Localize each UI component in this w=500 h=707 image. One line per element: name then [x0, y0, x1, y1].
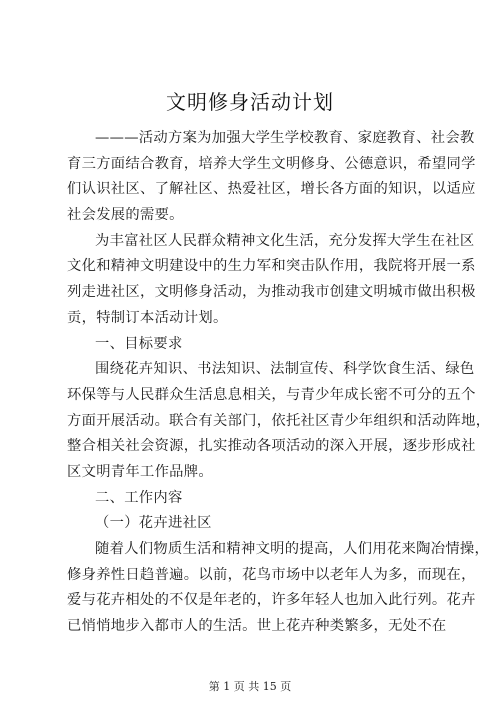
body-line-1: ———活动方案为加强大学生学校教育、家庭教育、社会教: [95, 130, 475, 146]
body-line-18: 修身养性日趋普遍。以前，花鸟市场中以老年人为多，而现在，: [67, 566, 476, 583]
section-heading-content: 二、工作内容: [95, 489, 183, 506]
document-title: 文明修身活动计划: [166, 90, 334, 114]
subsection-heading-flowers: （一）花卉进社区: [95, 515, 212, 532]
body-line-8: 贡，特制订本活动计划。: [67, 309, 228, 326]
body-line-4: 社会发展的需要。: [67, 207, 184, 224]
body-line-10: 围绕花卉知识、书法知识、法制宣传、科学饮食生活、绿色: [95, 361, 475, 378]
body-line-17: 随着人们物质生活和精神文明的提高，人们用花来陶冶情操，: [95, 541, 490, 557]
body-line-11: 环保等与人民群众生活息息相关，与青少年成长密不可分的五个: [67, 386, 476, 403]
body-line-20: 已悄悄地步入都市人的生活。世上花卉种类繁多，无处不在: [67, 618, 447, 635]
body-line-2: 育三方面结合教育，培养大学生文明修身、公德意识，希望同学: [67, 155, 476, 172]
body-line-3: 们认识社区、了解社区、热爱社区，增长各方面的知识，以适应: [67, 181, 476, 198]
page-footer: 第 1 页 共 15 页: [208, 680, 292, 693]
body-line-14: 区文明青年工作品牌。: [67, 463, 213, 480]
body-line-19: 爱与花卉相处的不仅是年老的，许多年轻人也加入此行列。花卉: [67, 592, 476, 609]
document-body: [67, 126, 491, 640]
body-line-6: 文化和精神文明建设中的生力军和突击队作用，我院将开展一系: [67, 258, 476, 275]
body-line-5: 为丰富社区人民群众精神文化生活，充分发挥大学生在社区: [95, 232, 475, 249]
section-heading-goals: 一、目标要求: [95, 335, 183, 352]
body-line-12: 方面开展活动。联合有关部门，依托社区青少年组织和活动阵地，: [67, 412, 491, 429]
body-line-13: 整合相关社会资源，扎实推动各项活动的深入开展，逐步形成社: [67, 438, 476, 455]
body-line-7: 列走进社区，文明修身活动，为推动我市创建文明城市做出积极: [67, 284, 476, 301]
